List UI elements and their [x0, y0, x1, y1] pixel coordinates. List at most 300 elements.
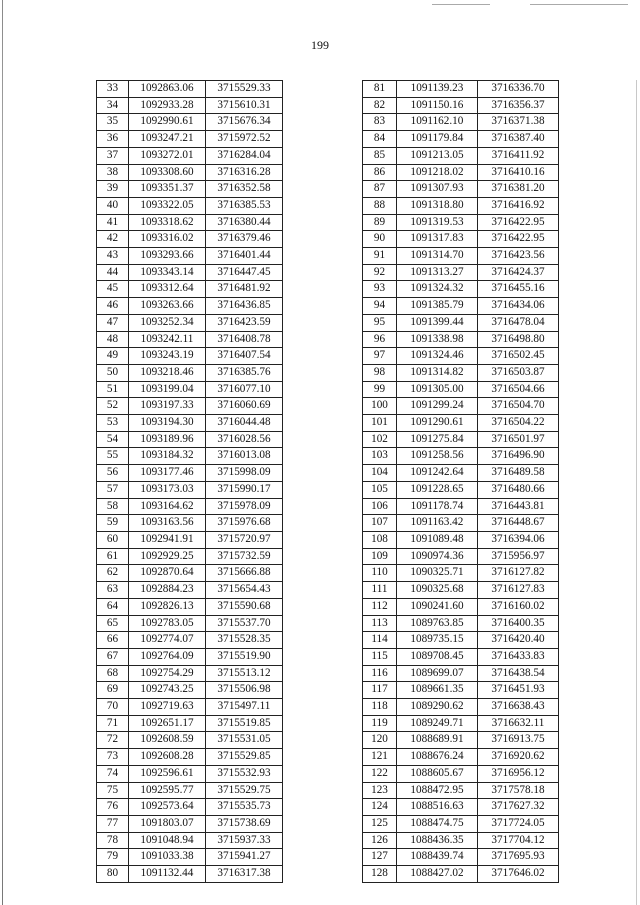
- table-row: [363, 97, 559, 114]
- y-coordinate-cell: 3715531.05: [206, 732, 283, 749]
- table-row: [97, 164, 283, 181]
- coordinates-table-body: [363, 81, 559, 883]
- x-coordinate-cell: 1093312.64: [129, 281, 206, 298]
- table-row: [363, 448, 559, 465]
- x-coordinate-cell: 1092884.23: [129, 582, 206, 599]
- y-coordinate-cell: 3716060.69: [206, 398, 283, 415]
- table-row: [97, 248, 283, 265]
- point-number-cell: 100: [363, 398, 397, 415]
- point-number-cell: 120: [363, 732, 397, 749]
- point-number-cell: 119: [363, 715, 397, 732]
- x-coordinate-cell: 1088427.02: [397, 866, 478, 883]
- x-coordinate-cell: 1092941.91: [129, 531, 206, 548]
- point-number-cell: 79: [97, 849, 129, 866]
- point-number-cell: 90: [363, 231, 397, 248]
- table-row: [363, 548, 559, 565]
- x-coordinate-cell: 1092933.28: [129, 97, 206, 114]
- y-coordinate-cell: 3716478.04: [478, 314, 559, 331]
- x-coordinate-cell: 1088676.24: [397, 749, 478, 766]
- y-coordinate-cell: 3716504.66: [478, 381, 559, 398]
- x-coordinate-cell: 1090241.60: [397, 598, 478, 615]
- point-number-cell: 104: [363, 465, 397, 482]
- point-number-cell: 39: [97, 181, 129, 198]
- point-number-cell: 123: [363, 782, 397, 799]
- y-coordinate-cell: 3716451.93: [478, 682, 559, 699]
- y-coordinate-cell: 3717578.18: [478, 782, 559, 799]
- y-coordinate-cell: 3715666.88: [206, 565, 283, 582]
- point-number-cell: 57: [97, 481, 129, 498]
- table-row: [363, 114, 559, 131]
- x-coordinate-cell: 1091324.32: [397, 281, 478, 298]
- x-coordinate-cell: 1092754.29: [129, 665, 206, 682]
- point-number-cell: 33: [97, 81, 129, 98]
- table-row: [97, 481, 283, 498]
- y-coordinate-cell: 3716394.06: [478, 531, 559, 548]
- x-coordinate-cell: 1093173.03: [129, 481, 206, 498]
- point-number-cell: 96: [363, 331, 397, 348]
- y-coordinate-cell: 3715738.69: [206, 815, 283, 832]
- point-number-cell: 95: [363, 314, 397, 331]
- table-row: [97, 131, 283, 148]
- y-coordinate-cell: 3715506.98: [206, 682, 283, 699]
- y-coordinate-cell: 3716387.40: [478, 131, 559, 148]
- table-row: [363, 715, 559, 732]
- y-coordinate-cell: 3716410.16: [478, 164, 559, 181]
- y-coordinate-cell: 3716436.85: [206, 298, 283, 315]
- table-row: [363, 465, 559, 482]
- table-row: [363, 582, 559, 599]
- x-coordinate-cell: 1093197.33: [129, 398, 206, 415]
- table-row: [97, 197, 283, 214]
- table-row: [97, 732, 283, 749]
- x-coordinate-cell: 1093218.46: [129, 364, 206, 381]
- y-coordinate-cell: 3715998.09: [206, 465, 283, 482]
- y-coordinate-cell: 3716077.10: [206, 381, 283, 398]
- point-number-cell: 103: [363, 448, 397, 465]
- point-number-cell: 48: [97, 331, 129, 348]
- table-row: [363, 749, 559, 766]
- y-coordinate-cell: 3715529.75: [206, 782, 283, 799]
- point-number-cell: 105: [363, 481, 397, 498]
- x-coordinate-cell: 1091305.00: [397, 381, 478, 398]
- table-row: [363, 314, 559, 331]
- table-row: [97, 565, 283, 582]
- point-number-cell: 85: [363, 147, 397, 164]
- y-coordinate-cell: 3716447.45: [206, 264, 283, 281]
- point-number-cell: 69: [97, 682, 129, 699]
- y-coordinate-cell: 3716502.45: [478, 348, 559, 365]
- table-row: [363, 799, 559, 816]
- point-number-cell: 36: [97, 131, 129, 148]
- x-coordinate-cell: 1093164.62: [129, 498, 206, 515]
- y-coordinate-cell: 3717704.12: [478, 832, 559, 849]
- x-coordinate-cell: 1089249.71: [397, 715, 478, 732]
- y-coordinate-cell: 3716423.56: [478, 248, 559, 265]
- table-row: [363, 699, 559, 716]
- point-number-cell: 125: [363, 815, 397, 832]
- table-row: [97, 682, 283, 699]
- table-row: [97, 582, 283, 599]
- scan-mark: [530, 4, 628, 5]
- x-coordinate-cell: 1092596.61: [129, 765, 206, 782]
- y-coordinate-cell: 3716317.38: [206, 866, 283, 883]
- point-number-cell: 92: [363, 264, 397, 281]
- table-row: [97, 364, 283, 381]
- x-coordinate-cell: 1092743.25: [129, 682, 206, 699]
- point-number-cell: 84: [363, 131, 397, 148]
- table-row: [97, 598, 283, 615]
- table-row: [363, 481, 559, 498]
- table-row: [97, 632, 283, 649]
- y-coordinate-cell: 3715720.97: [206, 531, 283, 548]
- x-coordinate-cell: 1093163.56: [129, 515, 206, 532]
- point-number-cell: 58: [97, 498, 129, 515]
- point-number-cell: 65: [97, 615, 129, 632]
- point-number-cell: 93: [363, 281, 397, 298]
- table-row: [97, 264, 283, 281]
- point-number-cell: 86: [363, 164, 397, 181]
- table-row: [97, 314, 283, 331]
- x-coordinate-cell: 1091213.05: [397, 147, 478, 164]
- x-coordinate-cell: 1089699.07: [397, 665, 478, 682]
- x-coordinate-cell: 1091307.93: [397, 181, 478, 198]
- x-coordinate-cell: 1091150.16: [397, 97, 478, 114]
- x-coordinate-cell: 1092651.17: [129, 715, 206, 732]
- x-coordinate-cell: 1093189.96: [129, 431, 206, 448]
- x-coordinate-cell: 1091178.74: [397, 498, 478, 515]
- x-coordinate-cell: 1092719.63: [129, 699, 206, 716]
- y-coordinate-cell: 3716956.12: [478, 765, 559, 782]
- x-coordinate-cell: 1090325.71: [397, 565, 478, 582]
- table-row: [97, 648, 283, 665]
- y-coordinate-cell: 3716433.83: [478, 648, 559, 665]
- point-number-cell: 51: [97, 381, 129, 398]
- point-number-cell: 50: [97, 364, 129, 381]
- table-row: [363, 431, 559, 448]
- x-coordinate-cell: 1089290.62: [397, 699, 478, 716]
- x-coordinate-cell: 1093343.14: [129, 264, 206, 281]
- table-row: [363, 231, 559, 248]
- x-coordinate-cell: 1089708.45: [397, 648, 478, 665]
- y-coordinate-cell: 3716380.44: [206, 214, 283, 231]
- table-row: [97, 715, 283, 732]
- x-coordinate-cell: 1093177.46: [129, 465, 206, 482]
- table-row: [363, 565, 559, 582]
- x-coordinate-cell: 1091319.53: [397, 214, 478, 231]
- table-row: [97, 214, 283, 231]
- y-coordinate-cell: 3716443.81: [478, 498, 559, 515]
- table-row: [97, 498, 283, 515]
- y-coordinate-cell: 3716638.43: [478, 699, 559, 716]
- x-coordinate-cell: 1092774.07: [129, 632, 206, 649]
- y-coordinate-cell: 3716496.90: [478, 448, 559, 465]
- x-coordinate-cell: 1092608.59: [129, 732, 206, 749]
- point-number-cell: 102: [363, 431, 397, 448]
- coordinates-table-body: [97, 81, 283, 883]
- x-coordinate-cell: 1092764.09: [129, 648, 206, 665]
- table-row: [363, 264, 559, 281]
- y-coordinate-cell: 3715972.52: [206, 131, 283, 148]
- point-number-cell: 60: [97, 531, 129, 548]
- x-coordinate-cell: 1089661.35: [397, 682, 478, 699]
- table-row: [363, 364, 559, 381]
- point-number-cell: 87: [363, 181, 397, 198]
- table-row: [363, 815, 559, 832]
- point-number-cell: 45: [97, 281, 129, 298]
- y-coordinate-cell: 3715976.68: [206, 515, 283, 532]
- y-coordinate-cell: 3716379.46: [206, 231, 283, 248]
- x-coordinate-cell: 1091048.94: [129, 832, 206, 849]
- y-coordinate-cell: 3716489.58: [478, 465, 559, 482]
- point-number-cell: 64: [97, 598, 129, 615]
- point-number-cell: 74: [97, 765, 129, 782]
- x-coordinate-cell: 1090974.36: [397, 548, 478, 565]
- y-coordinate-cell: 3716448.67: [478, 515, 559, 532]
- y-coordinate-cell: 3715519.90: [206, 648, 283, 665]
- point-number-cell: 101: [363, 415, 397, 432]
- table-row: [97, 531, 283, 548]
- y-coordinate-cell: 3716401.44: [206, 248, 283, 265]
- table-row: [97, 615, 283, 632]
- y-coordinate-cell: 3716352.58: [206, 181, 283, 198]
- table-row: [97, 815, 283, 832]
- y-coordinate-cell: 3716408.78: [206, 331, 283, 348]
- x-coordinate-cell: 1092573.64: [129, 799, 206, 816]
- x-coordinate-cell: 1091139.23: [397, 81, 478, 98]
- table-row: [363, 515, 559, 532]
- point-number-cell: 42: [97, 231, 129, 248]
- point-number-cell: 54: [97, 431, 129, 448]
- point-number-cell: 108: [363, 531, 397, 548]
- coordinates-table-right: [362, 80, 559, 883]
- x-coordinate-cell: 1091163.42: [397, 515, 478, 532]
- y-coordinate-cell: 3715529.33: [206, 81, 283, 98]
- point-number-cell: 80: [97, 866, 129, 883]
- y-coordinate-cell: 3715937.33: [206, 832, 283, 849]
- y-coordinate-cell: 3716422.95: [478, 214, 559, 231]
- y-coordinate-cell: 3716420.40: [478, 632, 559, 649]
- x-coordinate-cell: 1093243.19: [129, 348, 206, 365]
- table-row: [97, 147, 283, 164]
- table-row: [97, 381, 283, 398]
- y-coordinate-cell: 3716028.56: [206, 431, 283, 448]
- table-row: [363, 281, 559, 298]
- point-number-cell: 111: [363, 582, 397, 599]
- x-coordinate-cell: 1091132.44: [129, 866, 206, 883]
- x-coordinate-cell: 1092783.05: [129, 615, 206, 632]
- x-coordinate-cell: 1089763.85: [397, 615, 478, 632]
- x-coordinate-cell: 1088436.35: [397, 832, 478, 849]
- y-coordinate-cell: 3716371.38: [478, 114, 559, 131]
- table-row: [363, 531, 559, 548]
- point-number-cell: 55: [97, 448, 129, 465]
- y-coordinate-cell: 3715941.27: [206, 849, 283, 866]
- table-row: [363, 682, 559, 699]
- point-number-cell: 121: [363, 749, 397, 766]
- table-row: [363, 832, 559, 849]
- x-coordinate-cell: 1088472.95: [397, 782, 478, 799]
- point-number-cell: 82: [363, 97, 397, 114]
- x-coordinate-cell: 1093242.11: [129, 331, 206, 348]
- table-row: [97, 415, 283, 432]
- x-coordinate-cell: 1093308.60: [129, 164, 206, 181]
- point-number-cell: 126: [363, 832, 397, 849]
- table-row: [97, 181, 283, 198]
- point-number-cell: 75: [97, 782, 129, 799]
- y-coordinate-cell: 3715732.59: [206, 548, 283, 565]
- x-coordinate-cell: 1088439.74: [397, 849, 478, 866]
- table-row: [97, 749, 283, 766]
- point-number-cell: 40: [97, 197, 129, 214]
- point-number-cell: 52: [97, 398, 129, 415]
- table-row: [97, 799, 283, 816]
- table-row: [363, 214, 559, 231]
- y-coordinate-cell: 3716503.87: [478, 364, 559, 381]
- point-number-cell: 94: [363, 298, 397, 315]
- point-number-cell: 49: [97, 348, 129, 365]
- page-number: 199: [311, 38, 329, 52]
- y-coordinate-cell: 3716127.83: [478, 582, 559, 599]
- point-number-cell: 107: [363, 515, 397, 532]
- y-coordinate-cell: 3715654.43: [206, 582, 283, 599]
- point-number-cell: 128: [363, 866, 397, 883]
- table-row: [363, 181, 559, 198]
- table-row: [363, 782, 559, 799]
- table-row: [97, 398, 283, 415]
- y-coordinate-cell: 3716424.37: [478, 264, 559, 281]
- x-coordinate-cell: 1093263.66: [129, 298, 206, 315]
- y-coordinate-cell: 3716416.92: [478, 197, 559, 214]
- table-row: [363, 732, 559, 749]
- y-coordinate-cell: 3716455.16: [478, 281, 559, 298]
- point-number-cell: 44: [97, 264, 129, 281]
- point-number-cell: 59: [97, 515, 129, 532]
- point-number-cell: 47: [97, 314, 129, 331]
- scan-edge-right: [636, 80, 637, 905]
- y-coordinate-cell: 3716385.53: [206, 197, 283, 214]
- y-coordinate-cell: 3716127.82: [478, 565, 559, 582]
- y-coordinate-cell: 3716381.20: [478, 181, 559, 198]
- x-coordinate-cell: 1092929.25: [129, 548, 206, 565]
- y-coordinate-cell: 3715676.34: [206, 114, 283, 131]
- scan-edge-left: [2, 0, 3, 905]
- y-coordinate-cell: 3716336.70: [478, 81, 559, 98]
- table-row: [97, 765, 283, 782]
- point-number-cell: 78: [97, 832, 129, 849]
- x-coordinate-cell: 1091385.79: [397, 298, 478, 315]
- y-coordinate-cell: 3715535.73: [206, 799, 283, 816]
- table-row: [363, 381, 559, 398]
- y-coordinate-cell: 3716481.92: [206, 281, 283, 298]
- y-coordinate-cell: 3715956.97: [478, 548, 559, 565]
- table-row: [97, 97, 283, 114]
- table-row: [363, 765, 559, 782]
- table-row: [363, 81, 559, 98]
- table-row: [363, 147, 559, 164]
- point-number-cell: 62: [97, 565, 129, 582]
- point-number-cell: 118: [363, 699, 397, 716]
- point-number-cell: 98: [363, 364, 397, 381]
- point-number-cell: 73: [97, 749, 129, 766]
- y-coordinate-cell: 3716316.28: [206, 164, 283, 181]
- x-coordinate-cell: 1088516.63: [397, 799, 478, 816]
- table-row: [97, 849, 283, 866]
- point-number-cell: 110: [363, 565, 397, 582]
- point-number-cell: 41: [97, 214, 129, 231]
- x-coordinate-cell: 1091218.02: [397, 164, 478, 181]
- x-coordinate-cell: 1093318.62: [129, 214, 206, 231]
- x-coordinate-cell: 1091314.70: [397, 248, 478, 265]
- point-number-cell: 91: [363, 248, 397, 265]
- x-coordinate-cell: 1091033.38: [129, 849, 206, 866]
- point-number-cell: 116: [363, 665, 397, 682]
- table-row: [97, 699, 283, 716]
- point-number-cell: 43: [97, 248, 129, 265]
- point-number-cell: 112: [363, 598, 397, 615]
- y-coordinate-cell: 3716356.37: [478, 97, 559, 114]
- table-row: [97, 465, 283, 482]
- point-number-cell: 71: [97, 715, 129, 732]
- x-coordinate-cell: 1091275.84: [397, 431, 478, 448]
- table-row: [363, 331, 559, 348]
- point-number-cell: 109: [363, 548, 397, 565]
- point-number-cell: 46: [97, 298, 129, 315]
- y-coordinate-cell: 3717695.93: [478, 849, 559, 866]
- x-coordinate-cell: 1091317.83: [397, 231, 478, 248]
- x-coordinate-cell: 1091803.07: [129, 815, 206, 832]
- point-number-cell: 117: [363, 682, 397, 699]
- y-coordinate-cell: 3716284.04: [206, 147, 283, 164]
- y-coordinate-cell: 3715590.68: [206, 598, 283, 615]
- table-row: [363, 415, 559, 432]
- table-row: [97, 548, 283, 565]
- y-coordinate-cell: 3716920.62: [478, 749, 559, 766]
- table-row: [97, 866, 283, 883]
- y-coordinate-cell: 3716913.75: [478, 732, 559, 749]
- x-coordinate-cell: 1092870.64: [129, 565, 206, 582]
- x-coordinate-cell: 1091162.10: [397, 114, 478, 131]
- table-row: [363, 598, 559, 615]
- y-coordinate-cell: 3716480.66: [478, 481, 559, 498]
- table-row: [363, 648, 559, 665]
- point-number-cell: 38: [97, 164, 129, 181]
- y-coordinate-cell: 3716407.54: [206, 348, 283, 365]
- table-row: [97, 281, 283, 298]
- table-row: [363, 866, 559, 883]
- y-coordinate-cell: 3716504.22: [478, 415, 559, 432]
- x-coordinate-cell: 1091290.61: [397, 415, 478, 432]
- table-row: [97, 81, 283, 98]
- table-row: [363, 131, 559, 148]
- table-row: [97, 832, 283, 849]
- table-row: [97, 431, 283, 448]
- y-coordinate-cell: 3716411.92: [478, 147, 559, 164]
- x-coordinate-cell: 1091258.56: [397, 448, 478, 465]
- x-coordinate-cell: 1091299.24: [397, 398, 478, 415]
- table-row: [97, 515, 283, 532]
- y-coordinate-cell: 3716422.95: [478, 231, 559, 248]
- table-row: [363, 632, 559, 649]
- point-number-cell: 122: [363, 765, 397, 782]
- table-row: [363, 197, 559, 214]
- table-row: [363, 248, 559, 265]
- y-coordinate-cell: 3715532.93: [206, 765, 283, 782]
- point-number-cell: 37: [97, 147, 129, 164]
- point-number-cell: 35: [97, 114, 129, 131]
- y-coordinate-cell: 3715529.85: [206, 749, 283, 766]
- y-coordinate-cell: 3716498.80: [478, 331, 559, 348]
- y-coordinate-cell: 3716501.97: [478, 431, 559, 448]
